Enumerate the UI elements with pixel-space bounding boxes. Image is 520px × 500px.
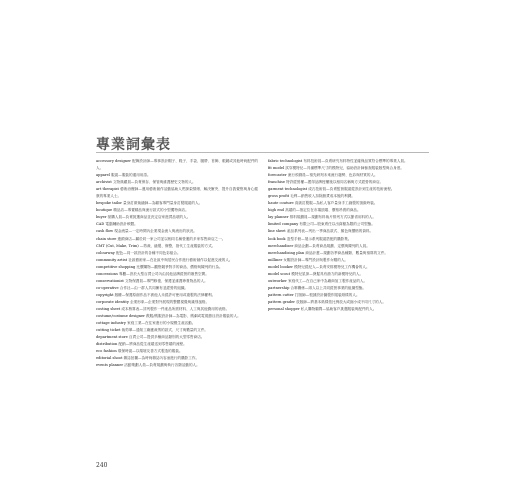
glossary-entry	[96, 327, 258, 334]
glossary-definition: 裁剪單—通知工廠應裁剪的款式、尺寸與數量的文件。	[121, 328, 208, 333]
glossary-definition: 合作社—由一群人共同擁有並經營的組織。	[119, 285, 189, 290]
glossary-entry	[268, 278, 430, 285]
glossary-entry	[268, 221, 430, 228]
glossary-definition: —剪裁、縫製、修整，指代工生產服裝的方式。	[139, 243, 216, 248]
glossary-term: buyer	[96, 215, 107, 220]
glossary-definition: 布料技術員—負責研究布料特性並確保品質符合標準的專業人員。	[303, 159, 408, 163]
glossary-entry	[96, 348, 258, 355]
glossary-term: events planner	[96, 363, 124, 368]
glossary-definition: 配飾設計師—專事設計帽子、鞋子、手袋、腰帶、首飾、眼鏡或其他時尚配件的人。	[96, 159, 259, 171]
glossary-term: garment technologist	[268, 187, 308, 192]
glossary-entry	[96, 257, 258, 264]
glossary-entry	[96, 278, 258, 285]
glossary-definition: 成衣技術員—負責監督服裝從設計到生產的技術流程。	[308, 187, 395, 192]
glossary-term: look book	[268, 236, 286, 241]
glossary-entry	[96, 285, 258, 292]
glossary-term: milliner	[268, 257, 283, 262]
glossary-term: co-operative	[96, 285, 119, 290]
title-divider	[96, 152, 429, 153]
glossary-term: accessory designer	[96, 159, 131, 163]
glossary-entry	[268, 200, 430, 207]
glossary-definition: 排料規劃員—規劃布料裁片排列方式以節省用料的人。	[289, 215, 376, 220]
glossary-definition: 流行預測員—預先研判未來流行趨勢、色彩與材質的人。	[287, 173, 378, 178]
glossary-entry	[268, 285, 430, 292]
glossary-term: apparel	[96, 173, 110, 178]
glossary-term: merchandiser	[268, 243, 294, 248]
glossary-definition: 造型手冊—展示系列服裝搭配的攝影集。	[286, 236, 352, 241]
glossary-entry	[268, 250, 430, 257]
glossary-definition: 女帽設計師—專門設計與製作女帽的人。	[283, 257, 349, 262]
glossary-definition: 產品系列表—列出一季商品款式、顏色與價格的資料。	[286, 229, 374, 234]
glossary-definition: 家庭代工—在自己家中為廠商加工製作產品的人。	[288, 278, 368, 283]
page-title: 專業詞彙表	[96, 137, 171, 153]
glossary-entry	[96, 236, 258, 243]
glossary-entry	[96, 221, 258, 228]
glossary-entry	[268, 257, 430, 264]
glossary-definition: 試穿模特兒—具備標準尺寸的模特兒，協助設計師檢查服裝版型與合身度。	[285, 166, 404, 171]
glossary-definition: 合夥關係—兩人以上共同經營事業的組織型態。	[290, 285, 366, 290]
glossary-term: colourway	[96, 250, 115, 255]
glossary-entry	[268, 299, 430, 306]
glossary-definition: 配銷—將商品從生產端送到零售端的流程。	[118, 342, 187, 347]
glossary-term: haute couture	[268, 201, 294, 206]
glossary-term: costume/costume designer	[96, 314, 145, 319]
glossary-entry	[96, 186, 258, 200]
glossary-entry	[268, 214, 430, 221]
glossary-term: pattern grader	[268, 299, 295, 304]
glossary-entry	[96, 299, 258, 306]
glossary-term: CMT (Cut, Make, Trim)	[96, 243, 139, 248]
glossary-definition: 成本核算表—詳列製作一件產品所需材料、人工與其他費用的表格。	[121, 306, 230, 311]
glossary-entry	[96, 306, 258, 313]
glossary-entry	[268, 165, 430, 172]
glossary-definition: 版權—保護原創作品不被他人未經許可使用或複製的法律權利。	[114, 292, 216, 297]
glossary-entry	[268, 306, 430, 313]
glossary-entry	[268, 228, 430, 235]
glossary-term: competitive shopping	[96, 264, 136, 269]
glossary-definition: 現金流量—一定時間內企業現金流入與流出的狀況。	[114, 229, 197, 234]
glossary-entry	[268, 172, 430, 179]
glossary-entry	[96, 200, 258, 207]
glossary-term: high end	[268, 208, 284, 213]
glossary-definition: 比價購物—觀察競爭對手的商品、價格與陳列的行為。	[136, 264, 223, 269]
glossary-entry	[96, 172, 258, 179]
glossary-entry	[268, 236, 430, 243]
glossary-entry	[268, 207, 430, 214]
glossary-term: community artist	[96, 257, 128, 262]
glossary-definition: 雜誌拍攝—為時尚雜誌內容而進行的攝影工作。	[123, 356, 200, 361]
glossary-term: chain store	[96, 236, 117, 241]
glossary-definition: 電腦輔助設計軟體。	[105, 222, 138, 227]
glossary-right-column	[268, 158, 430, 313]
glossary-entry	[268, 271, 430, 278]
glossary-definition: 量身訂做裁縫師—為顧客專門量身訂製服裝的人。	[123, 201, 203, 206]
glossary-term: editorial shoot	[96, 356, 123, 361]
glossary-definition: 模特兒星探—發掘具有潛力的新模特兒的人。	[291, 271, 364, 276]
glossary-definition: 文物保護員—專門修復、保護並維護珍貴物品的人。	[125, 278, 208, 283]
glossary-term: fabric technologist	[268, 159, 303, 163]
glossary-entry	[96, 362, 258, 369]
glossary-definition: 文物典藏員—負責保存、保管與維護歷史文物的人。	[112, 180, 196, 185]
glossary-term: model booker	[268, 264, 293, 269]
glossary-entry	[96, 179, 258, 186]
glossary-term: lay planner	[268, 215, 289, 220]
page-number: 240	[96, 462, 108, 469]
glossary-entry	[96, 243, 258, 250]
glossary-entry	[96, 320, 258, 327]
glossary-term: model scout	[268, 271, 291, 276]
glossary-entry	[268, 264, 430, 271]
glossary-term: distribution	[96, 342, 118, 347]
glossary-term: concessions	[96, 271, 118, 276]
glossary-entry	[268, 193, 430, 200]
glossary-term: partnership	[268, 285, 290, 290]
glossary-definition: 專櫃—設於大型百貨公司內由其他品牌經營的販售空間。	[118, 271, 209, 276]
glossary-definition: 採購人員—負責挑選商品並決定店家進貨品項的人。	[107, 215, 191, 220]
glossary-term: franchise	[268, 180, 285, 185]
glossary-definition: 放版師—將基本紙樣依比例放大或縮小成不同尺寸的人。	[296, 299, 386, 304]
glossary-definition: 精品店—專賣精品與流行款式的小型獨特商店。	[113, 208, 189, 213]
glossary-entry	[96, 355, 258, 362]
glossary-term: pattern cutter	[268, 292, 294, 297]
glossary-definition: 商品計畫—規劃各季商品種類、數量與預算的文件。	[305, 250, 388, 255]
glossary-term: archivist	[96, 180, 112, 185]
glossary-term: limited company	[268, 222, 299, 227]
glossary-term: cash flow	[96, 229, 114, 234]
glossary-definition: 有限公司—股東責任以出資額為限的公司型態。	[299, 222, 375, 227]
glossary-definition: 私人購物顧問—協助客戶挑選服裝與配件的人。	[300, 306, 377, 311]
glossary-entry	[96, 264, 258, 271]
glossary-definition: 連鎖商店—屬於同一家公司並以相同名稱營運的多家零售商店之一。	[117, 236, 226, 241]
glossary-term: CAD	[96, 222, 105, 227]
glossary-entry	[96, 250, 258, 257]
glossary-term: outworker	[268, 278, 287, 283]
glossary-entry	[268, 186, 430, 193]
glossary-term: personal shopper	[268, 306, 300, 311]
glossary-entry	[268, 179, 430, 186]
glossary-entry	[268, 158, 430, 165]
glossary-term: corporate identity	[96, 299, 129, 304]
glossary-definition: 配色—同一款設計的各種不同色彩組合。	[115, 250, 181, 255]
glossary-definition: 高端的—指定位在市場頂端、價格昂貴的商品。	[285, 208, 361, 213]
glossary-left-column	[96, 158, 258, 369]
glossary-definition: 特許經營權—獲得品牌授權後以相同名稱與方式經營的商店。	[286, 180, 384, 185]
glossary-definition: 藝術治療師—運用藝術創作活動協助人們探索情緒、解決衝突、提升自我覺察與身心健康的專業人士。	[96, 187, 258, 199]
glossary-term: copyright	[96, 292, 114, 297]
glossary-definition: 百貨公司—提供多種商品類別的大型零售商店。	[128, 335, 205, 340]
glossary-entry	[96, 292, 258, 299]
glossary-definition: 戲服/戲服設計師—為電影、戲劇或電視節目設計服裝的人。	[146, 314, 241, 319]
glossary-entry	[96, 334, 258, 341]
glossary-definition: 服裝—服裝的通用用語。	[111, 173, 151, 178]
glossary-definition: 高級訂製服—為私人客戶量身手工縫製的頂級時裝。	[294, 201, 378, 206]
glossary-entry	[96, 341, 258, 348]
glossary-entry	[268, 292, 430, 299]
glossary-term: art therapist	[96, 187, 119, 192]
glossary-term: boutique	[96, 208, 113, 213]
glossary-term: fit model	[268, 166, 285, 171]
glossary-entry	[96, 313, 258, 320]
glossary-definition: 打版師—根據設計圖製作服裝紙樣的人。	[294, 292, 360, 297]
glossary-definition: 毛利—銷售收入扣除銷貨成本後的利潤。	[290, 194, 355, 199]
glossary-term: bespoke tailor	[96, 201, 122, 206]
glossary-entry	[96, 271, 258, 278]
glossary-entry	[96, 207, 258, 214]
glossary-term: line sheet	[268, 229, 286, 234]
glossary-definition: 活動策劃人員—負責規劃與執行各類活動的人。	[124, 363, 200, 368]
glossary-definition: 商品企劃—負責商品規劃、定價與陳列的人員。	[294, 243, 370, 248]
glossary-term: cottage industry	[96, 321, 126, 326]
glossary-definition: 環保時裝—以環境友善方式製造的服裝。	[117, 349, 183, 354]
glossary-term: cutting ticket	[96, 328, 121, 333]
glossary-term: conservationist	[96, 278, 124, 283]
glossary-term: gross profit	[268, 194, 290, 199]
glossary-entry	[96, 214, 258, 221]
glossary-entry	[96, 158, 258, 172]
glossary-term: costing sheet	[96, 306, 121, 311]
glossary-term: eco fashion	[96, 349, 117, 354]
glossary-term: forecaster	[268, 173, 287, 178]
glossary-definition: 社區藝術家—在社區中與居民合作進行藝術創作以促進交流的人。	[128, 257, 233, 262]
glossary-entry	[96, 228, 258, 235]
glossary-term: merchandising plan	[268, 250, 305, 255]
glossary-definition: 模特兒經紀人—負責安排模特兒工作機會的人。	[294, 264, 370, 269]
glossary-entry	[268, 243, 430, 250]
glossary-definition: 企業形象—企業對外展現的整體視覺與識別風格。	[130, 299, 210, 304]
glossary-definition: 家庭工業—在住家進行的小規模生產活動。	[127, 321, 196, 326]
glossary-term: department store	[96, 335, 128, 340]
